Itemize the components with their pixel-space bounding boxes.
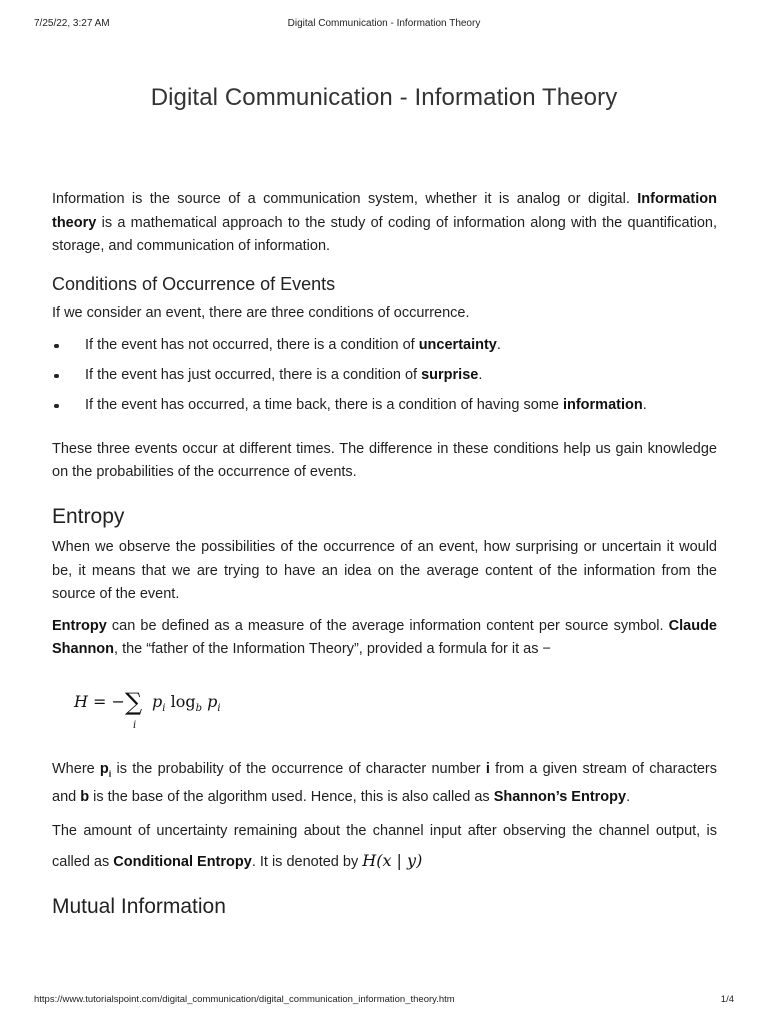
conditions-heading: Conditions of Occurrence of Events bbox=[52, 273, 336, 294]
mutual-information-heading: Mutual Information bbox=[52, 895, 226, 919]
conditions-list bbox=[52, 334, 717, 424]
page-number: 1/4 bbox=[720, 994, 734, 1005]
entropy-paragraph-1: When we observe the possibilities of the occurrence of an event, how surprising or uncertain it would be, it means that we are trying to have an idea on the average content of the information from the source of the event. bbox=[52, 539, 717, 602]
article-content bbox=[52, 188, 717, 919]
entropy-formula: H = −∑ i $p_i$ $\log_b p_i$ bbox=[74, 687, 221, 731]
print-footer bbox=[34, 994, 734, 1008]
conditions-summary: These three events occur at different times. The difference in these conditions help us gain knowledge on the probabilities of the occurrence of events. bbox=[52, 440, 717, 480]
entropy-paragraph-2: Entropy can be defined as a measure of the average information content per source symbol. Claude Shannon, the “father of the Information Theory”, provided a formula for it as − bbox=[52, 617, 717, 657]
page-title: Digital Communication - Information Theory bbox=[150, 84, 618, 111]
entropy-paragraph-3: Where $p_i$ is the probability of the occurrence of character number i from a given stream of characters and b is the base of the algorithm used. Hence, this is also called as Shannon’s Entropy. bbox=[52, 760, 717, 805]
entropy-paragraph-4: The amount of uncertainty remaining about the channel input after observing the channel output, is called as Conditional Entropy. It is denoted by H(x | y) bbox=[52, 823, 717, 871]
footer-url: https://www.tutorialspoint.com/digital_communication/digital_communication_information_theory.htm bbox=[34, 994, 455, 1005]
list-item: If the event has occurred, a time back, there is a condition of having some information. bbox=[52, 394, 717, 424]
list-item: If the event has just occurred, there is a condition of surprise. bbox=[52, 364, 717, 394]
entropy-heading: Entropy bbox=[52, 504, 125, 528]
print-header bbox=[34, 18, 734, 32]
conditional-entropy-formula: H(x | y) bbox=[362, 851, 423, 871]
print-doc-title: Digital Communication - Information Theory bbox=[287, 18, 481, 29]
conditions-lead: If we consider an event, there are three conditions of occurrence. bbox=[52, 305, 470, 321]
list-item: If the event has not occurred, there is a condition of uncertainty. bbox=[52, 334, 717, 364]
information-theory-term: Information theory bbox=[52, 191, 717, 231]
intro-paragraph: Information is the source of a communication system, whether it is analog or digital. Information theory is a mathematical approach to the study of coding of information along with the quantification, storage, and communication of information. bbox=[52, 191, 717, 254]
print-datetime: 7/25/22, 3:27 AM bbox=[34, 18, 110, 29]
